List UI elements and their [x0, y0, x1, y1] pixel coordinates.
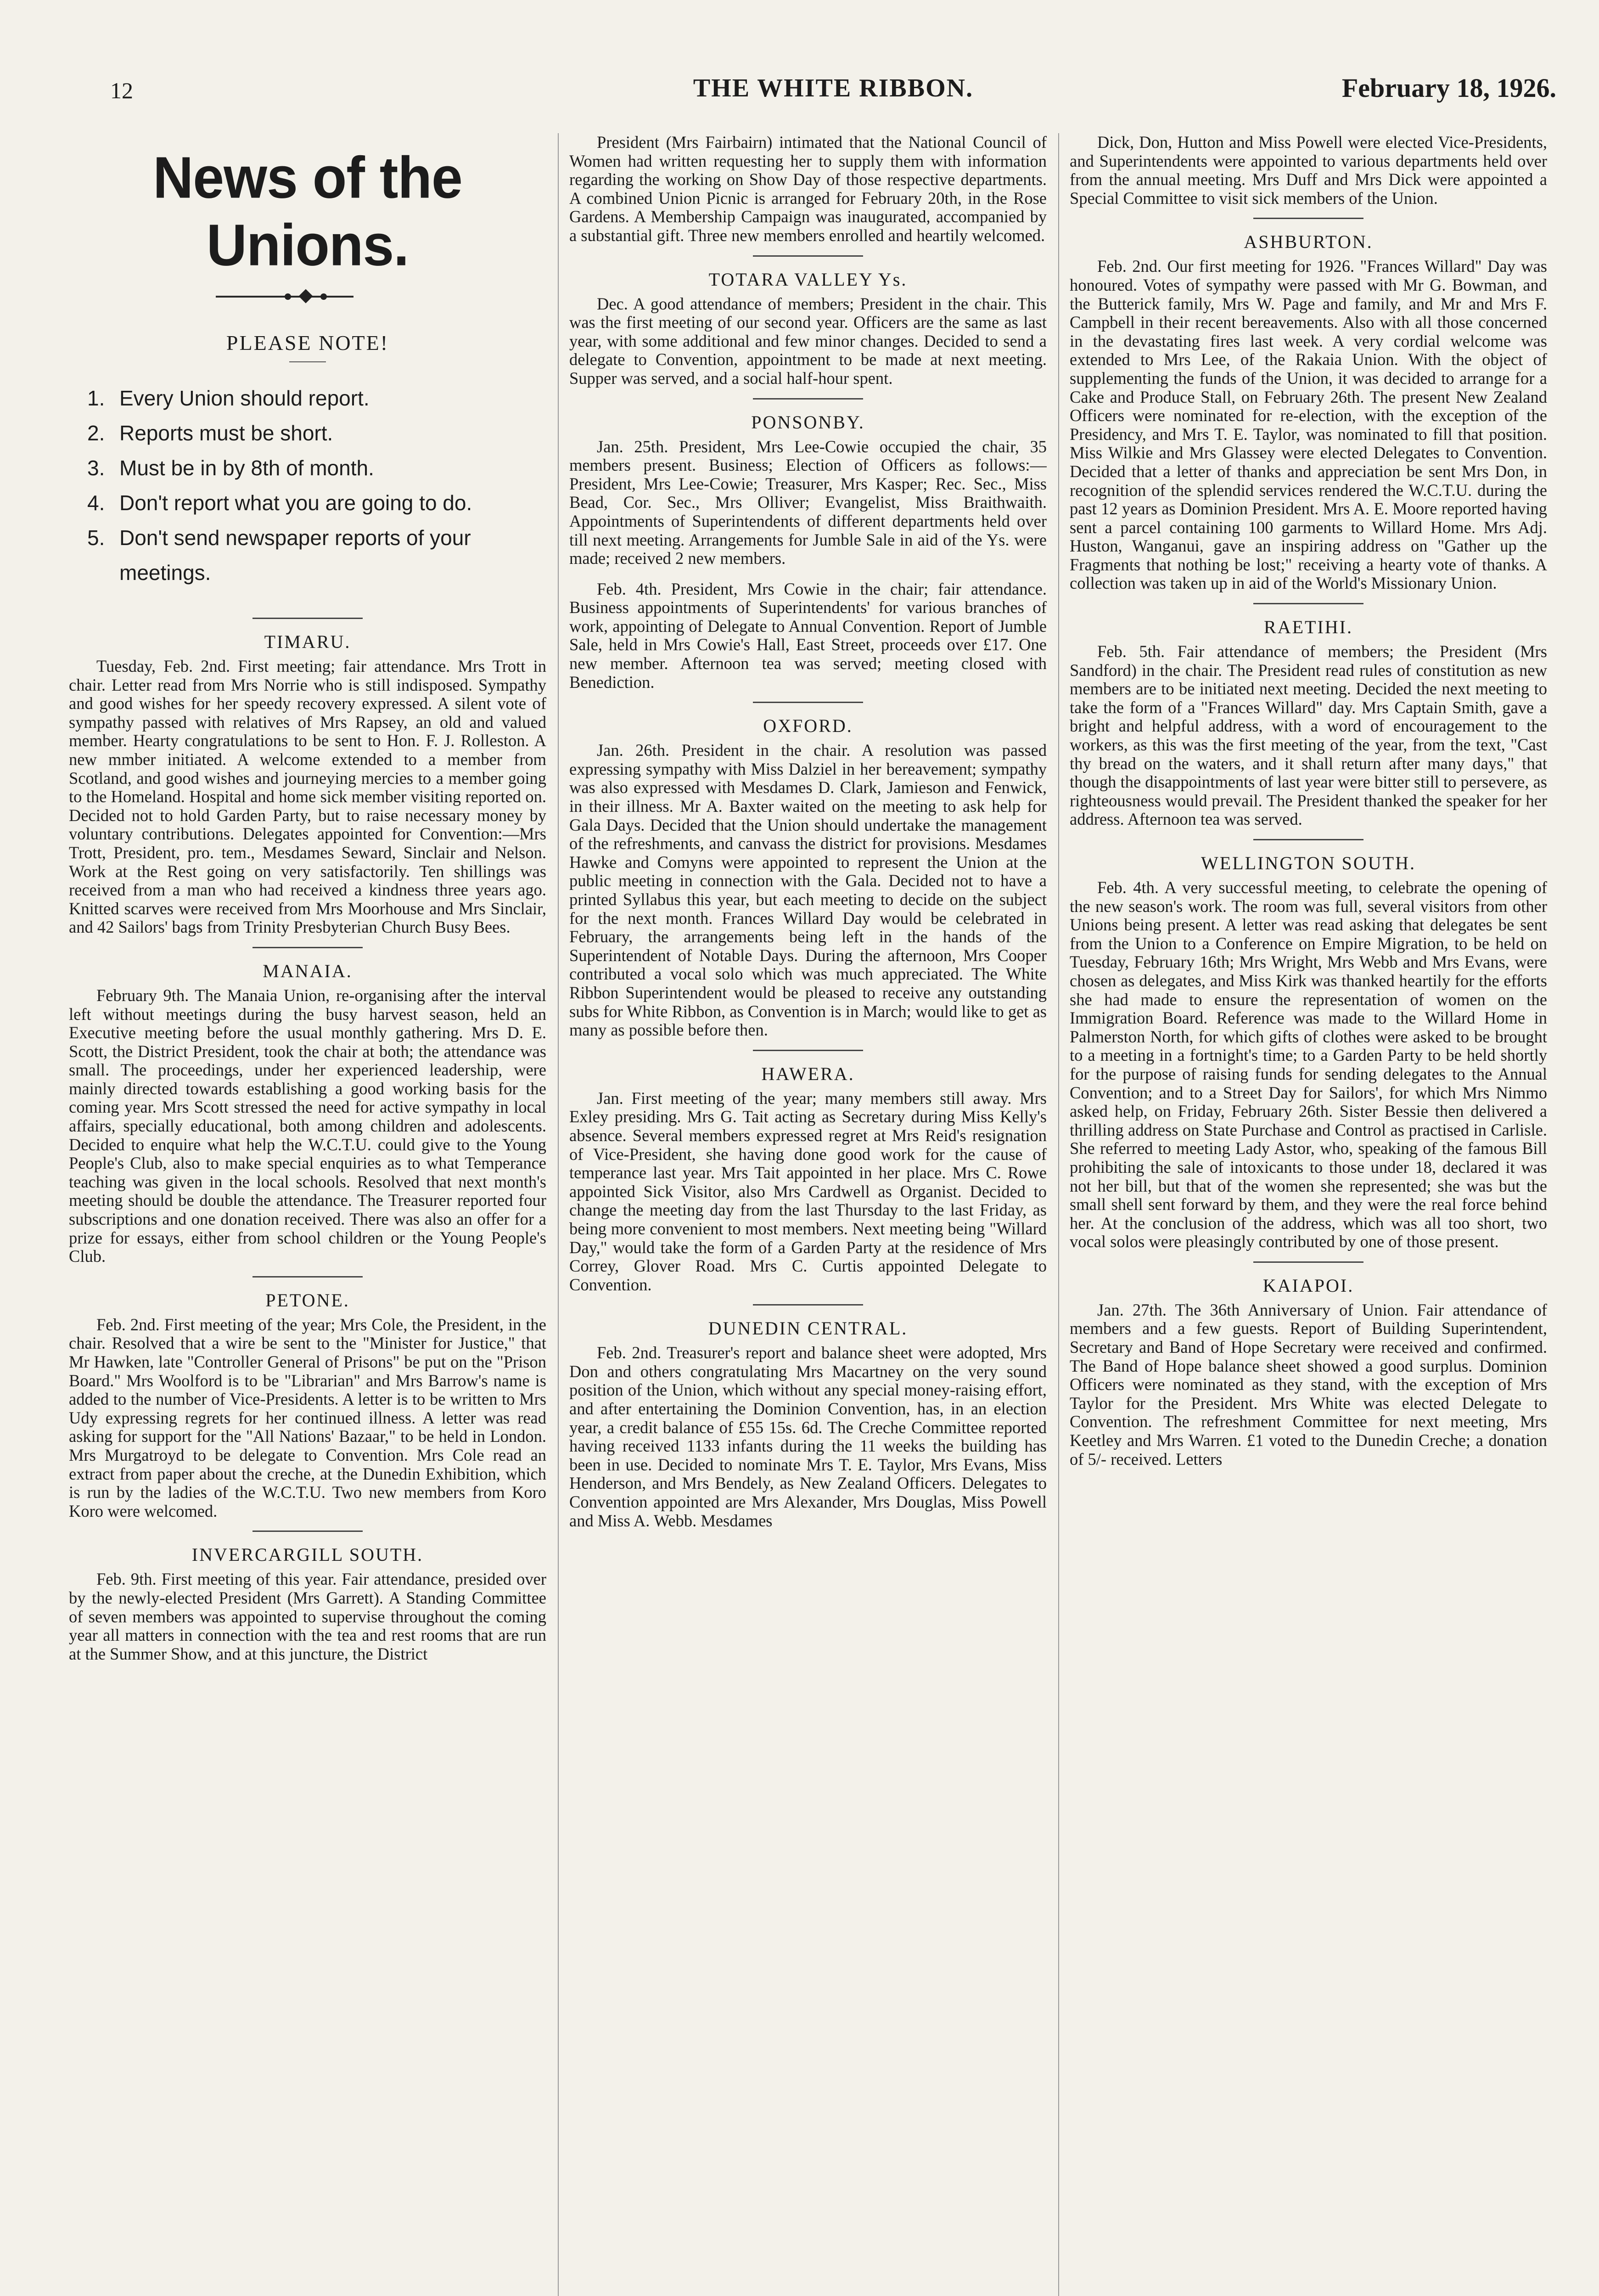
columns	[69, 133, 1556, 2296]
column-1-reports	[69, 618, 546, 1663]
note-rule	[289, 361, 326, 362]
report-paragraph: President (Mrs Fairbairn) intimated that the National Council of Women had written requesting her to supply them with information regarding the working on Show Day of those respective departments. A combined Union Picnic is arranged for February 20th, in the Rose Gardens. A Membership Campaign was inaugurated, accompanied by a substantial gift. Three new members enrolled and heartily welcomed.	[569, 133, 1047, 245]
column-1	[69, 133, 546, 2296]
report-paragraph: Feb. 2nd. Our first meeting for 1926. "Frances Willard" Day was honoured. Votes of sympathy were passed with Mr G. Bowman, and the Butterick family, Mrs W. Page and family, and Mr and Mrs F. Campbell in their recent bereavements. Also with all those concerned in the devastating fires last week. A very cordial welcome was extended to Mrs Lee, of the Rakaia Union. With the object of supplementing the funds of the Union, it was decided to arrange for a Cake and Produce Stall, on February 26th. The present New Zealand Officers were nominated for re-election, with the exception of the Presidency, and Mrs T. E. Taylor, was nominated to fill that position. Miss Wilkie and Mrs Glassey were elected Delegates to Convention. Decided that a letter of thanks and appreciation be sent Mrs Don, in recognition of the splendid services rendered the W.C.T.U. during the past 12 years as Dominion President. Mrs A. E. Moore reported having sent a parcel containing 100 garments to Willard Home. Mrs Adj. Huston, Wanganui, gave an inspiring address on "Gather up the Fragments that nothing be lost;" receiving a hearty vote of thanks. A collection was taken up in aid of the World's Missionary Union.	[1070, 257, 1547, 593]
column-rule	[1058, 133, 1059, 2296]
please-note-list	[69, 381, 546, 590]
note-item	[87, 381, 537, 416]
section-rule	[252, 947, 363, 948]
note-item	[87, 416, 537, 450]
note-item-text: Every Union should report.	[119, 386, 370, 410]
report-heading: MANAIA.	[263, 960, 353, 981]
section-rule	[753, 398, 863, 400]
paragraph-gap	[569, 572, 1047, 580]
page-number: 12	[110, 78, 133, 103]
section-rule	[252, 618, 363, 619]
report-heading: INVERCARGILL SOUTH.	[191, 1544, 424, 1565]
report-heading: RAETIHI.	[1264, 617, 1353, 638]
section-rule	[753, 255, 863, 257]
note-item	[87, 485, 537, 520]
page-header	[110, 69, 1556, 110]
section-banner: News of the Unions.	[153, 145, 462, 278]
report-heading: OXFORD.	[763, 715, 853, 737]
report-paragraph: Feb. 9th. First meeting of this year. Fair attendance, presided over by the newly-elected President (Mrs Garrett). A Standing Committee of seven members was appointed to supervise throughout the coming year all matters in connection with the tea and rest rooms that are run at the Summer Show, and at this juncture, the District	[69, 1570, 546, 1663]
section-rule	[1253, 603, 1363, 604]
column-rule	[558, 133, 559, 2296]
section-rule	[753, 1304, 863, 1306]
section-rule	[1253, 839, 1363, 840]
note-item-number: 4.	[87, 491, 105, 515]
report-paragraph: Tuesday, Feb. 2nd. First meeting; fair attendance. Mrs Trott in chair. Letter read from Mrs Norrie who is still indisposed. Sympathy and good wishes for her speedy recovery expressed. A silent vote of sympathy passed with relatives of Mrs Rapsey, an old and valued member. Hearty congratulations to be sent to Hon. F. J. Rolleston. A new mmber initiated. A welcome extended to a member from Scotland, and good wishes and journeying mercies to a member going to the Homeland. Hospital and home sick member visiting reported on. Decided not to hold Garden Party, but to raise necessary money by voluntary contributions. Delegates appointed for Convention:—Mrs Trott, President, pro. tem., Mesdames Seward, Sinclair and Nelson. Work at the Rest going on very satisfactorily. Ten shillings was received from a man who had received a kindness three years ago. Knitted scarves were received from Mrs Moorhouse and Mrs Sinclair, and 42 Sailors' bags from Trinity Presbyterian Church Busy Bees.	[69, 657, 546, 937]
report-paragraph: Jan. First meeting of the year; many members still away. Mrs Exley presiding. Mrs G. Tait acting as Secretary during Miss Kelly's absence. Several members expressed regret at Mrs Reid's resignation of Vice-President, she having done good work for the cause of temperance last year. Mrs Tait appointed in her place. Mrs C. Rowe appointed Sick Visitor, also Mrs Cardwell as Organist. Decided to change the meeting day from the last Thursday to the last Friday, as being more convenient to most members. Next meeting being "Willard Day," would take the form of a Garden Party at the residence of Mrs Correy, Glover Road. Mrs C. Curtis appointed Delegate to Convention.	[569, 1088, 1047, 1294]
section-rule	[753, 702, 863, 703]
report-paragraph: Dec. A good attendance of members; President in the chair. This was the first meeting of our second year. Officers are the same as last year, with some additional and few minor changes. Decided to send a delegate to Convention, appointment to be made at next meeting. Supper was served, and a social half-hour spent.	[569, 294, 1047, 388]
report-paragraph: Dick, Don, Hutton and Miss Powell were elected Vice-Presidents, and Superintendents were appointed to various departments held over from the annual meeting. Mrs Duff and Mrs Dick were appointed a Special Committee to visit sick members of the Union.	[1070, 133, 1547, 208]
note-item-text: Reports must be short.	[119, 421, 333, 445]
report-paragraph: Feb. 2nd. Treasurer's report and balance sheet were adopted, Mrs Don and others congratulating Mrs Macartney on the very sound position of the Union, which without any special money-raising effort, and after entertaining the Dominion Convention, has, in an election year, a credit balance of £55 15s. 6d. The Creche Committee reported having received 1133 infants during the 11 weeks the building has been in use. Decided to nominate Mrs T. E. Taylor, Mrs Evans, Miss Henderson, and Mrs Bendely, as New Zealand Officers. Delegates to Convention appointed are Mrs Alexander, Mrs Douglas, Miss Powell and Miss A. Webb. Mesdames	[569, 1343, 1047, 1530]
report-heading: ASHBURTON.	[1244, 231, 1373, 253]
report-heading: PETONE.	[265, 1289, 350, 1311]
report-paragraph: Feb. 4th. A very successful meeting, to celebrate the opening of the new season's work. The room was full, several visitors from other Unions being present. A letter was read asking that delegates be sent from the Union to a Conference on Empire Migration, to be held on Tuesday, February 16th; Mrs Wright, Mrs Webb and Mrs Evans, were chosen as delegates, and Miss Kirk was thanked heartily for the efforts she had made to ensure the representation of women on the Immigration Board. Reference was made to the Willard Home in Palmerston North, for which gifts of clothes were asked to be brought to a meeting in a fortnight's time; to a Garden Party to be held shortly for the purpose of raising funds for sending delegates to the Annual Convention; and to a Street Day for Sailors', for which Mrs Nimmo asked help, on Friday, February 26th. Sister Bessie then delivered a thrilling address on State Purchase and Control as practised in Carlisle. She referred to meeting Lady Astor, who, speaking of the famous Bill prohibiting the sale of intoxicants to those under 18, declared it was not her bill, but that of the women she represented; she was but the small shell sent forward by them, and they were the real force behind her. At the conclusion of the address, which was all too short, two vocal solos were pleasingly contributed by one of those present.	[1070, 878, 1547, 1251]
paper-title: THE WHITE RIBBON.	[693, 74, 974, 102]
report-heading: TIMARU.	[264, 631, 351, 652]
report-heading: TOTARA VALLEY Ys.	[708, 269, 908, 290]
note-item-number: 5.	[87, 526, 105, 550]
ornament-divider	[69, 289, 546, 303]
section-rule	[252, 1276, 363, 1277]
report-paragraph: Feb. 2nd. First meeting of the year; Mrs Cole, the President, in the chair. Resolved that a wire be sent to the "Minister for Justice," that Mr Hawken, late "Controller General of Prisons" be put on the "Prison Board." Mrs Woolford is to be "Librarian" and Mrs Barrow's name is added to the number of Vice-Presidents. A letter is to be written to Mrs Udy expressing regrets for her continued illness. A letter was read asking for support for the "All Nations' Bazaar," to be held in London. Mrs Murgatroyd to be delegate to Convention. Mrs Cole read an extract from paper about the creche, at the Dunedin Exhibition, which is run by the ladies of the W.C.T.U. Two new members from Koro Koro were welcomed.	[69, 1315, 546, 1520]
column-3	[1070, 133, 1547, 2296]
report-paragraph: February 9th. The Manaia Union, re-organising after the interval left without meetings during the busy harvest season, held an Executive meeting before the usual monthly gathering. Mrs D. E. Scott, the District President, took the chair at both; the attendance was small. The proceedings, under her experienced leadership, were mainly directed towards establishing a good working basis for the coming year. Mrs Scott stressed the need for active sympathy in local affairs, specially educational, both among children and adolescents. Decided to enquire what help the W.C.T.U. could give to the Young People's Club, also to make special enquiries as to what Temperance teaching was given in the local schools. Resolved that next month's meeting should be double the attendance. The Treasurer reported four subscriptions and one donation received. There was also an offer for a prize for essays, either from school children or the Young People's Club.	[69, 985, 546, 1266]
report-heading: WELLINGTON SOUTH.	[1201, 853, 1416, 873]
report-heading: KAIAPOI.	[1262, 1275, 1354, 1296]
note-item	[87, 450, 537, 485]
issue-date: February 18, 1926.	[1341, 73, 1556, 103]
section-rule	[252, 1531, 363, 1532]
section-rule	[1253, 218, 1363, 219]
section-rule	[753, 1050, 863, 1051]
note-item-number: 3.	[87, 456, 105, 480]
note-item-text: Must be in by 8th of month.	[119, 456, 374, 480]
note-item-text: Don't report what you are going to do.	[119, 491, 472, 515]
section-rule	[1253, 1261, 1363, 1263]
report-paragraph: Jan. 27th. The 36th Anniversary of Union. Fair attendance of members and a few guests. Report of Building Superintendent, Secretary and Band of Hope Secretary were received and confirmed. The Band of Hope balance sheet showed a good surplus. Dominion Officers were nominated as they stand, with the exception of Mrs Taylor for the President. Mrs White was elected Delegate to Convention. The refreshment Committee for next meeting, Mrs Keetley and Mrs Warren. £1 voted to the Dunedin Creche; a donation of 5/- received. Letters	[1070, 1300, 1547, 1469]
report-paragraph: Feb. 4th. President, Mrs Cowie in the chair; fair attendance. Business appointments of Superintendents' for various branches of work, appointing of Delegate to Annual Convention. Report of Jumble Sale, held in Mrs Cowie's Hall, East Street, proceeds over £17. One new member. Afternoon tea was served; meeting closed with Benediction.	[569, 579, 1047, 692]
report-heading: DUNEDIN CENTRAL.	[708, 1318, 908, 1339]
note-item-number: 2.	[87, 421, 105, 445]
note-item-number: 1.	[87, 386, 105, 410]
please-note-title: PLEASE NOTE!	[226, 331, 389, 355]
report-heading: HAWERA.	[761, 1063, 855, 1084]
report-paragraph: Feb. 5th. Fair attendance of members; the President (Mrs Sandford) in the chair. The President read rules of constitution as new members are to be initiated next meeting. Decided the next meeting to take the form of a "Frances Willard" day. Mrs Captain Smith, gave a bright and helpful address, with a word of encouragement to the workers, as this was the first meeting of the year, from the text, "Cast thy bread on the waters, and it shall return after many days," that though the disappointments of last year were bitter still to persevere, as righteousness would prevail. The President thanked the speaker for her address. Afternoon tea was served.	[1070, 642, 1547, 829]
report-paragraph: Jan. 25th. President, Mrs Lee-Cowie occupied the chair, 35 members present. Business; Election of Officers as follows:—President, Mrs Lee-Cowie; Treasurer, Mrs Kasper; Rec. Sec., Miss Bead, Cor. Sec., Mrs Olliver; Evangelist, Miss Braithwaith. Appointments of Superintendents of different departments held over till next meeting. Arrangements for Jumble Sale in aid of the Ys. were made; received 2 new members.	[569, 437, 1047, 568]
report-heading: PONSONBY.	[751, 411, 865, 433]
report-paragraph: Jan. 26th. President in the chair. A resolution was passed expressing sympathy with Miss Dalziel in her bereavement; sympathy was also expressed with Mesdames D. Clark, Jamieson and Fenwick, in their illness. Mr A. Baxter waited on the meeting to ask help for Gala Days. Decided that the Union should undertake the management of the refreshments, and canvass the district for provisions. Mesdames Hawke and Comyns were appointed to represent the Union at the public meeting in connection with the Gala. Decided not to have a printed Syllabus this year, but each meeting to decide on the subject for the next month. Frances Willard Day would be celebrated in February, the arrangements being left in the hands of the Superintendent of Notable Days. During the afternoon, Mrs Cooper contributed a vocal solo which was much appreciated. The White Ribbon Superintendent would be pleased to receive any outstanding subs for White Ribbon, as Convention is in March; would like to get as many as possible before then.	[569, 741, 1047, 1040]
column-2	[569, 133, 1047, 2296]
note-item-text: Don't send newspaper reports of your meetings.	[119, 526, 471, 585]
note-item	[87, 520, 537, 590]
